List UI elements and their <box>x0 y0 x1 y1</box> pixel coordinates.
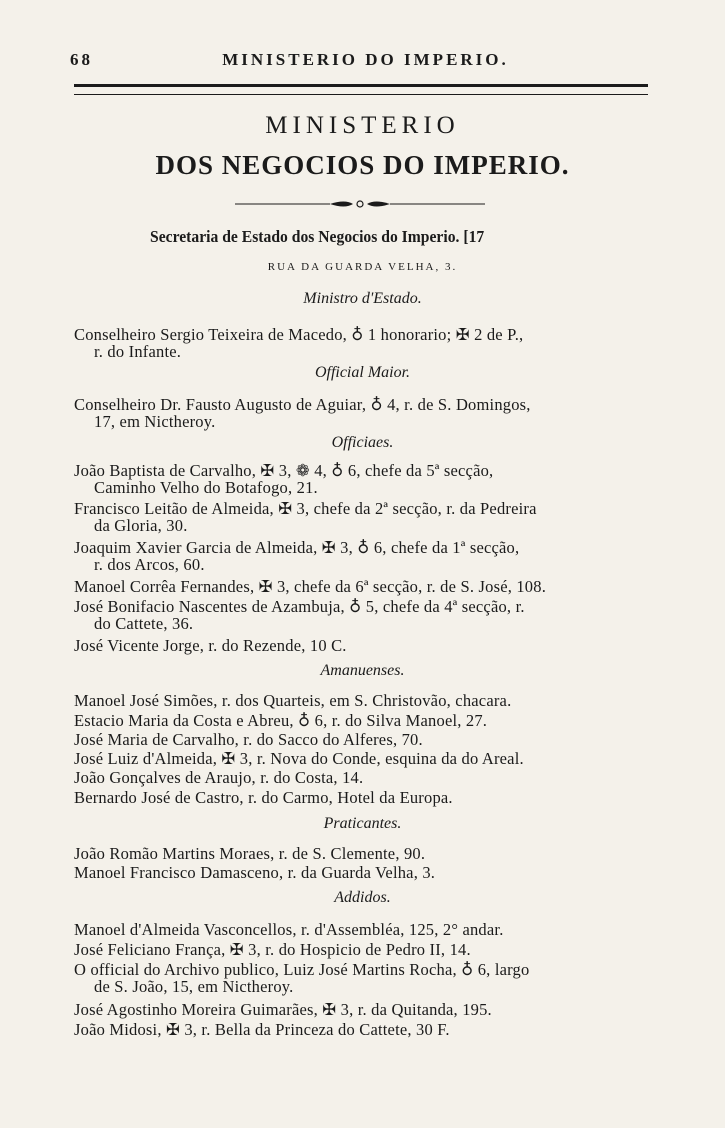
office-address: RUA DA GUARDA VELHA, 3. <box>267 261 458 273</box>
entry-line: José Agostinho Moreira Guimarães, ✠ 3, r. da Quitanda, 195. <box>74 1000 492 1019</box>
entry-line: José Bonifacio Nascentes de Azambuja, ♁ 5, chefe da 4ª secção, r. <box>74 597 525 616</box>
sub-title: DOS NEGOCIOS DO IMPERIO. <box>155 150 570 180</box>
entry-line: Bernardo José de Castro, r. do Carmo, Hotel da Europa. <box>74 788 453 807</box>
header-double-rule <box>74 84 648 95</box>
entry-line: Conselheiro Dr. Fausto Augusto de Aguiar, ♁ 4, r. de S. Domingos, <box>74 395 531 414</box>
entry-line: José Maria de Carvalho, r. do Sacco do Alferes, 70. <box>74 730 423 749</box>
entry <box>74 750 654 767</box>
entry <box>74 462 654 496</box>
entry-line: Manoel Francisco Damasceno, r. da Guarda Velha, 3. <box>74 863 436 882</box>
office-heading: Secretaria de Estado dos Negocios do Imperio. [17 <box>150 227 485 246</box>
entry <box>74 500 654 534</box>
section-heading: Amanuenses. <box>320 662 405 679</box>
entry <box>74 769 654 786</box>
entry <box>74 637 654 654</box>
entry-continuation: r. do Infante. <box>94 342 182 361</box>
entry <box>74 598 654 632</box>
section-heading: Addidos. <box>334 889 391 906</box>
running-title: MINISTERIO DO IMPERIO. <box>222 50 509 69</box>
running-header <box>70 50 651 72</box>
entry <box>74 941 654 958</box>
entry <box>74 712 654 729</box>
ornament-divider <box>235 198 485 210</box>
entry-line: Joaquim Xavier Garcia de Almeida, ✠ 3, ♁ 6, chefe da 1ª secção, <box>74 538 520 557</box>
section-heading: Ministro d'Estado. <box>303 290 422 307</box>
entry-line: João Romão Martins Moraes, r. de S. Clemente, 90. <box>74 844 426 863</box>
entry-continuation: do Cattete, 36. <box>94 614 194 633</box>
entry <box>74 396 654 430</box>
entry-continuation: r. dos Arcos, 60. <box>94 555 205 574</box>
entry-continuation: da Gloria, 30. <box>94 516 188 535</box>
entry-continuation: Caminho Velho do Botafogo, 21. <box>94 478 318 497</box>
entry-line: João Baptista de Carvalho, ✠ 3, ❁ 4, ♁ 6, chefe da 5ª secção, <box>74 461 494 480</box>
entry <box>74 539 654 573</box>
entry-line: Conselheiro Sergio Teixeira de Macedo, ♁ 1 honorario; ✠ 2 de P., <box>74 325 524 344</box>
entry-line: Estacio Maria da Costa e Abreu, ♁ 6, r. do Silva Manoel, 27. <box>74 711 488 730</box>
entry <box>74 1001 654 1018</box>
entry <box>74 1021 654 1038</box>
entry-line: José Luiz d'Almeida, ✠ 3, r. Nova do Conde, esquina da do Areal. <box>74 749 524 768</box>
entry-line: Francisco Leitão de Almeida, ✠ 3, chefe da 2ª secção, r. da Pedreira <box>74 499 537 518</box>
entry-line: Manoel José Simões, r. dos Quarteis, em S. Christovão, chacara. <box>74 691 512 710</box>
entry-line: José Vicente Jorge, r. do Rezende, 10 C. <box>74 636 347 655</box>
entry <box>74 326 654 360</box>
page-number: 68 <box>70 50 93 69</box>
entry-line: José Feliciano França, ✠ 3, r. do Hospicio de Pedro II, 14. <box>74 940 471 959</box>
entry-line: O official do Archivo publico, Luiz José Martins Rocha, ♁ 6, largo <box>74 960 530 979</box>
section-heading: Praticantes. <box>323 815 402 832</box>
section-heading: Official Maior. <box>314 364 411 381</box>
entry <box>74 789 654 806</box>
entry-continuation: de S. João, 15, em Nictheroy. <box>94 977 294 996</box>
section-heading: Officiaes. <box>331 434 394 451</box>
main-title: MINISTERIO <box>265 112 460 139</box>
entry-line: Manoel d'Almeida Vasconcellos, r. d'Assembléa, 125, 2° andar. <box>74 920 504 939</box>
entry <box>74 692 654 709</box>
entry <box>74 961 654 995</box>
entry <box>74 845 654 862</box>
entry-continuation: 17, em Nictheroy. <box>94 412 216 431</box>
entry <box>74 578 654 595</box>
entry <box>74 731 654 748</box>
entry-line: Manoel Corrêa Fernandes, ✠ 3, chefe da 6ª secção, r. de S. José, 108. <box>74 577 547 596</box>
entry <box>74 921 654 938</box>
entry <box>74 864 654 881</box>
entry-line: João Gonçalves de Araujo, r. do Costa, 14. <box>74 768 364 787</box>
entry-line: João Midosi, ✠ 3, r. Bella da Princeza do Cattete, 30 F. <box>74 1020 450 1039</box>
